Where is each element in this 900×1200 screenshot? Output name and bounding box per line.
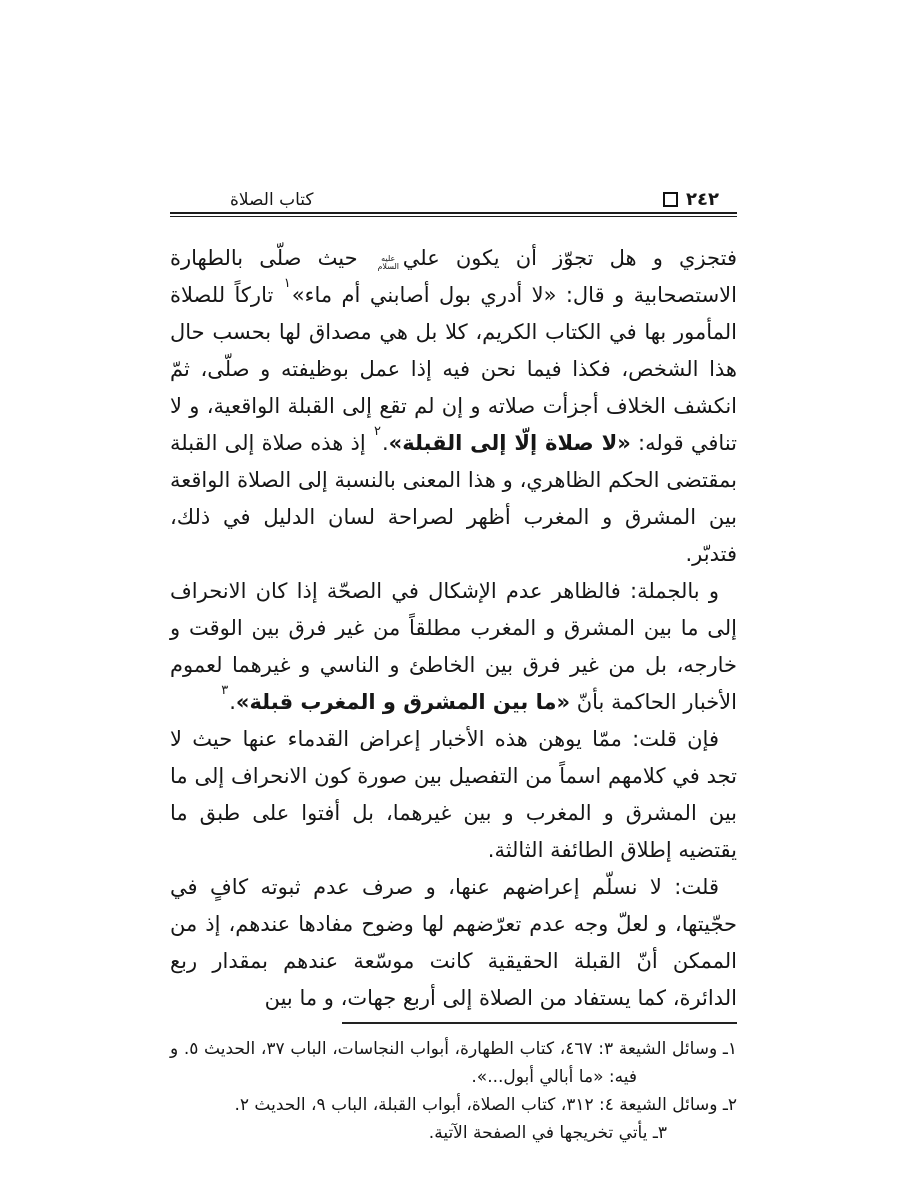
footnote-3-marker: ٣ـ	[652, 1123, 667, 1143]
paragraph-1	[170, 240, 737, 573]
text-run: إذ هذه صلاة إلى القبلة بمقتضى الحكم الظاهري، و هذا المعنى بالنسبة إلى الصلاة الواقعة بين المشرق و المغرب أظهر لصراحة لسان الدليل في ذلك، فتدبّر.	[170, 431, 737, 566]
footnote-separator	[342, 1022, 737, 1024]
paragraph-2	[170, 573, 737, 721]
text-run: و بالجملة: فالظاهر عدم الإشكال في الصحّة إذا كان الانحراف إلى ما بين المشرق و المغرب مطلقاً من غير فرق بين الوقت و خارجه، بل من غير فرق بين الخاطئ و الناسي و غيرهما لعموم الأخبار الحاكمة بأنّ	[170, 579, 737, 714]
footnotes-block	[170, 1022, 737, 1147]
footnote-2-marker: ٢ـ	[722, 1095, 737, 1115]
paragraph-4	[170, 869, 737, 1017]
text-run: تاركاً للصلاة المأمور بها في الكتاب الكريم، كلا بل هي مصداق لها بحسب حال هذا الشخص، فكذا فيما نحن فيه إذا عمل بوظيفته و صلّى، ثمّ انكشف الخلاف أجزأت صلاته و إن لم تقع إلى القبلة الواقعية، و لا تنافي قوله:	[170, 283, 738, 455]
footnote-ref: ١	[283, 276, 291, 291]
text-run: .	[381, 431, 389, 455]
footnote-ref: ٢	[373, 424, 381, 439]
page-content	[170, 186, 737, 1147]
bold-quotation: «ما بين المشرق و المغرب قبلة»	[235, 690, 571, 714]
footnote-ref: ٣	[221, 683, 229, 698]
footnote-3	[170, 1119, 667, 1147]
text-run: فإن قلت: ممّا يوهن هذه الأخبار إعراض القدماء عنها حيث لا تجد في كلامهم اسماً من التفصيل بين صورة كون الانحراف إلى ما بين المشرق و المغرب و بين غيرهما، بل أفتوا على طبق ما يقتضيه إطلاق الطائفة الثالثة.	[170, 727, 737, 862]
bold-quotation: «لا صلاة إلّا إلى القبلة»	[388, 431, 631, 455]
body-text	[170, 240, 737, 1017]
book-title: كتاب الصلاة	[230, 190, 314, 210]
footnote-1	[170, 1035, 737, 1091]
footnote-1-marker: ١ـ	[722, 1039, 737, 1059]
text-run: حيث صلّى بالطهارة الاستصحابية و قال: «لا أدري بول أصابني أم ماء»	[170, 246, 737, 307]
alayhis-salam-honorific: عليه السلام	[377, 254, 399, 271]
header-rule	[170, 212, 737, 217]
text-run: .	[229, 690, 236, 714]
text-run: فتجزي و هل تجوّز أن يكون علي	[402, 246, 737, 270]
footnote-3-text: يأتي تخريجها في الصفحة الآتية.	[428, 1123, 648, 1143]
paragraph-3	[170, 721, 737, 869]
footnote-2	[170, 1091, 737, 1119]
square-marker-icon	[663, 192, 678, 207]
page-number: ٢٤٢	[686, 189, 719, 210]
page-number-block	[663, 189, 719, 210]
footnote-1-text: وسائل الشيعة ٣: ٤٦٧، كتاب الطهارة، أبواب النجاسات، الباب ٣٧، الحديث ٥. و فيه: «ما أبالي أبول...».	[170, 1039, 718, 1087]
footnote-2-text: وسائل الشيعة ٤: ٣١٢، كتاب الصلاة، أبواب القبلة، الباب ٩، الحديث ٢.	[234, 1095, 718, 1115]
running-head	[170, 186, 737, 212]
text-run: قلت: لا نسلّم إعراضهم عنها، و صرف عدم ثبوته كافٍ في حجّيتها، و لعلّ وجه عدم تعرّضهم لها وضوح مفادها عندهم، إذ من الممكن أنّ القبلة الحقيقية كانت موسّعة عندهم بمقدار ربع الدائرة، كما يستفاد من الصلاة إلى أربع جهات، و ما بين	[170, 875, 737, 1010]
